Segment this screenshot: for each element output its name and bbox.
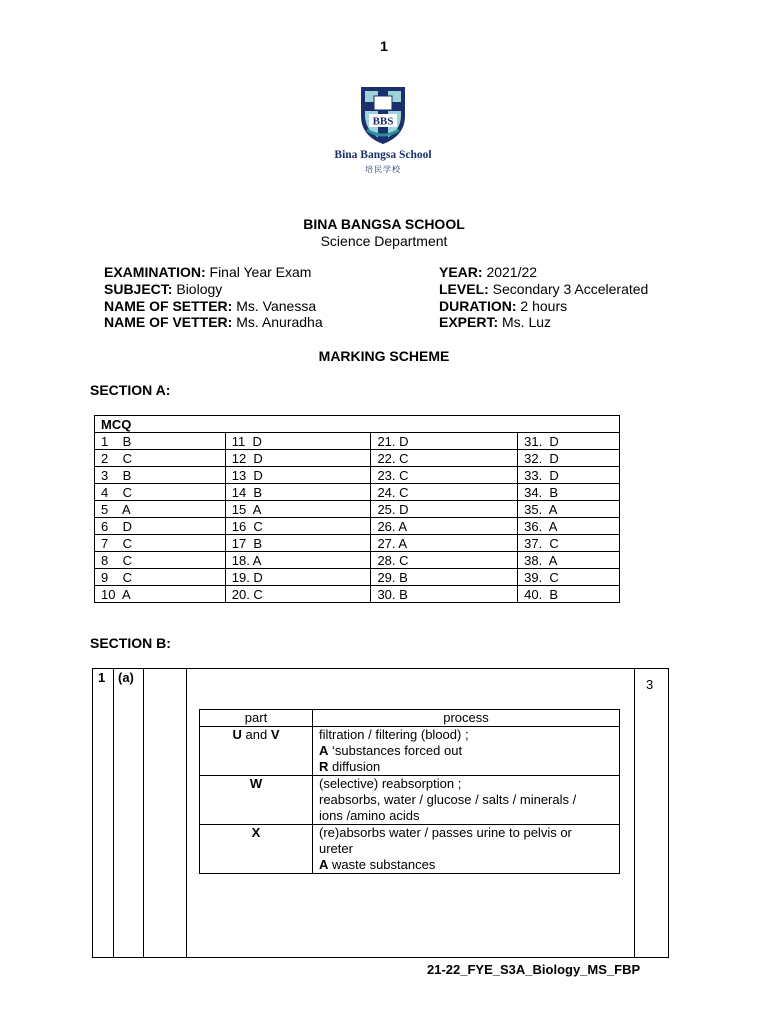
meta-row: EXAMINATION: Final Year Exam (104, 264, 312, 280)
process-cell: (selective) reabsorption ; reabsorbs, water / glucose / salts / minerals / ions /amino acids (313, 776, 620, 825)
question-part: (a) (118, 670, 134, 685)
question-marks: 3 (646, 677, 654, 692)
meta-row: LEVEL: Secondary 3 Accelerated (439, 280, 649, 297)
mcq-answer-table (94, 415, 620, 603)
mcq-answer-cell: 28. C (371, 552, 518, 569)
mcq-answer-cell: 29. B (371, 569, 518, 586)
svg-text:BBS: BBS (372, 115, 394, 128)
question-number: 1 (98, 670, 106, 685)
mcq-answer-cell: 15 A (225, 501, 371, 518)
department-title: Science Department (320, 233, 448, 249)
mcq-answer-cell: 36. A (518, 518, 620, 535)
mcq-answer-cell: 2 C (95, 450, 226, 467)
mcq-answer-cell: 32. D (518, 450, 620, 467)
logo-school-name: Bina Bangsa School (334, 149, 432, 161)
mcq-answer-cell: 25. D (371, 501, 518, 518)
mcq-answer-cell: 10 A (95, 586, 226, 603)
mcq-answer-cell: 21. D (371, 433, 518, 450)
section-b-title: SECTION B: (90, 635, 171, 651)
mcq-row (95, 535, 620, 552)
meta-row: NAME OF VETTER: Ms. Anuradha (104, 314, 323, 331)
mcq-answer-cell: 18. A (225, 552, 371, 569)
mcq-answer-cell: 23. C (371, 467, 518, 484)
mcq-answer-cell: 9 C (95, 569, 226, 586)
mcq-answer-cell: 26. A (371, 518, 518, 535)
meta-row: SUBJECT: Biology (104, 280, 223, 297)
mcq-answer-cell: 24. C (371, 484, 518, 501)
mcq-row (95, 501, 620, 518)
mcq-header: MCQ (95, 416, 620, 433)
exam-meta-right (439, 264, 648, 331)
part-cell: U and V (200, 727, 313, 776)
kidney-process-table (199, 709, 620, 874)
mcq-answer-cell: 4 C (95, 484, 226, 501)
mcq-answer-cell: 5 A (95, 501, 226, 518)
meta-row: EXPERT: Ms. Luz (439, 314, 552, 331)
mcq-answer-cell: 35. A (518, 501, 620, 518)
school-title: BINA BANGSA SCHOOL (303, 216, 465, 232)
mcq-answer-cell: 20. C (225, 586, 371, 603)
mcq-row (95, 552, 620, 569)
mcq-row (95, 518, 620, 535)
part-cell: W (200, 776, 313, 825)
mcq-answer-cell: 14 B (225, 484, 371, 501)
meta-row: DURATION: 2 hours (439, 297, 568, 314)
mcq-answer-cell: 8 C (95, 552, 226, 569)
mcq-answer-cell: 34. B (518, 484, 620, 501)
mcq-answer-cell: 11 D (225, 433, 371, 450)
mcq-row (95, 569, 620, 586)
mcq-answer-cell: 3 B (95, 467, 226, 484)
mcq-row (95, 450, 620, 467)
mcq-answer-cell: 30. B (371, 586, 518, 603)
mcq-answer-cell: 17 B (225, 535, 371, 552)
mcq-answer-cell: 40. B (518, 586, 620, 603)
mcq-answer-cell: 39. C (518, 569, 620, 586)
marking-scheme-title: MARKING SCHEME (318, 348, 450, 364)
mcq-answer-cell: 7 C (95, 535, 226, 552)
mcq-row (95, 586, 620, 603)
mcq-answer-cell: 27. A (371, 535, 518, 552)
mcq-answer-cell: 1 B (95, 433, 226, 450)
mcq-row (95, 484, 620, 501)
mcq-answer-cell: 19. D (225, 569, 371, 586)
exam-meta-left (104, 264, 323, 331)
mcq-row (95, 433, 620, 450)
mcq-answer-cell: 16 C (225, 518, 371, 535)
mcq-answer-cell: 12 D (225, 450, 371, 467)
mcq-row (95, 467, 620, 484)
document-footer: 21-22_FYE_S3A_Biology_MS_FBP (427, 962, 641, 977)
page-number: 1 (380, 38, 388, 54)
process-row (200, 825, 620, 874)
process-cell: filtration / filtering (blood) ; A ‘substances forced out R diffusion (313, 727, 620, 776)
process-row (200, 727, 620, 776)
school-logo (327, 84, 439, 184)
mcq-answer-cell: 6 D (95, 518, 226, 535)
logo-chinese-name: 培民学校 (365, 165, 401, 174)
section-a-title: SECTION A: (90, 382, 171, 398)
part-column-header: part (200, 710, 313, 727)
mcq-answer-cell: 38. A (518, 552, 620, 569)
part-cell: X (200, 825, 313, 874)
mcq-answer-cell: 37. C (518, 535, 620, 552)
mcq-answer-cell: 13 D (225, 467, 371, 484)
mcq-answer-cell: 31. D (518, 433, 620, 450)
meta-row: YEAR: 2021/22 (439, 264, 538, 280)
meta-row: NAME OF SETTER: Ms. Vanessa (104, 297, 317, 314)
shield-crest-icon (358, 84, 408, 146)
process-column-header: process (313, 710, 620, 727)
mcq-answer-cell: 22. C (371, 450, 518, 467)
mcq-answer-cell: 33. D (518, 467, 620, 484)
process-row (200, 776, 620, 825)
process-cell: (re)absorbs water / passes urine to pelvis or ureter A waste substances (313, 825, 620, 874)
